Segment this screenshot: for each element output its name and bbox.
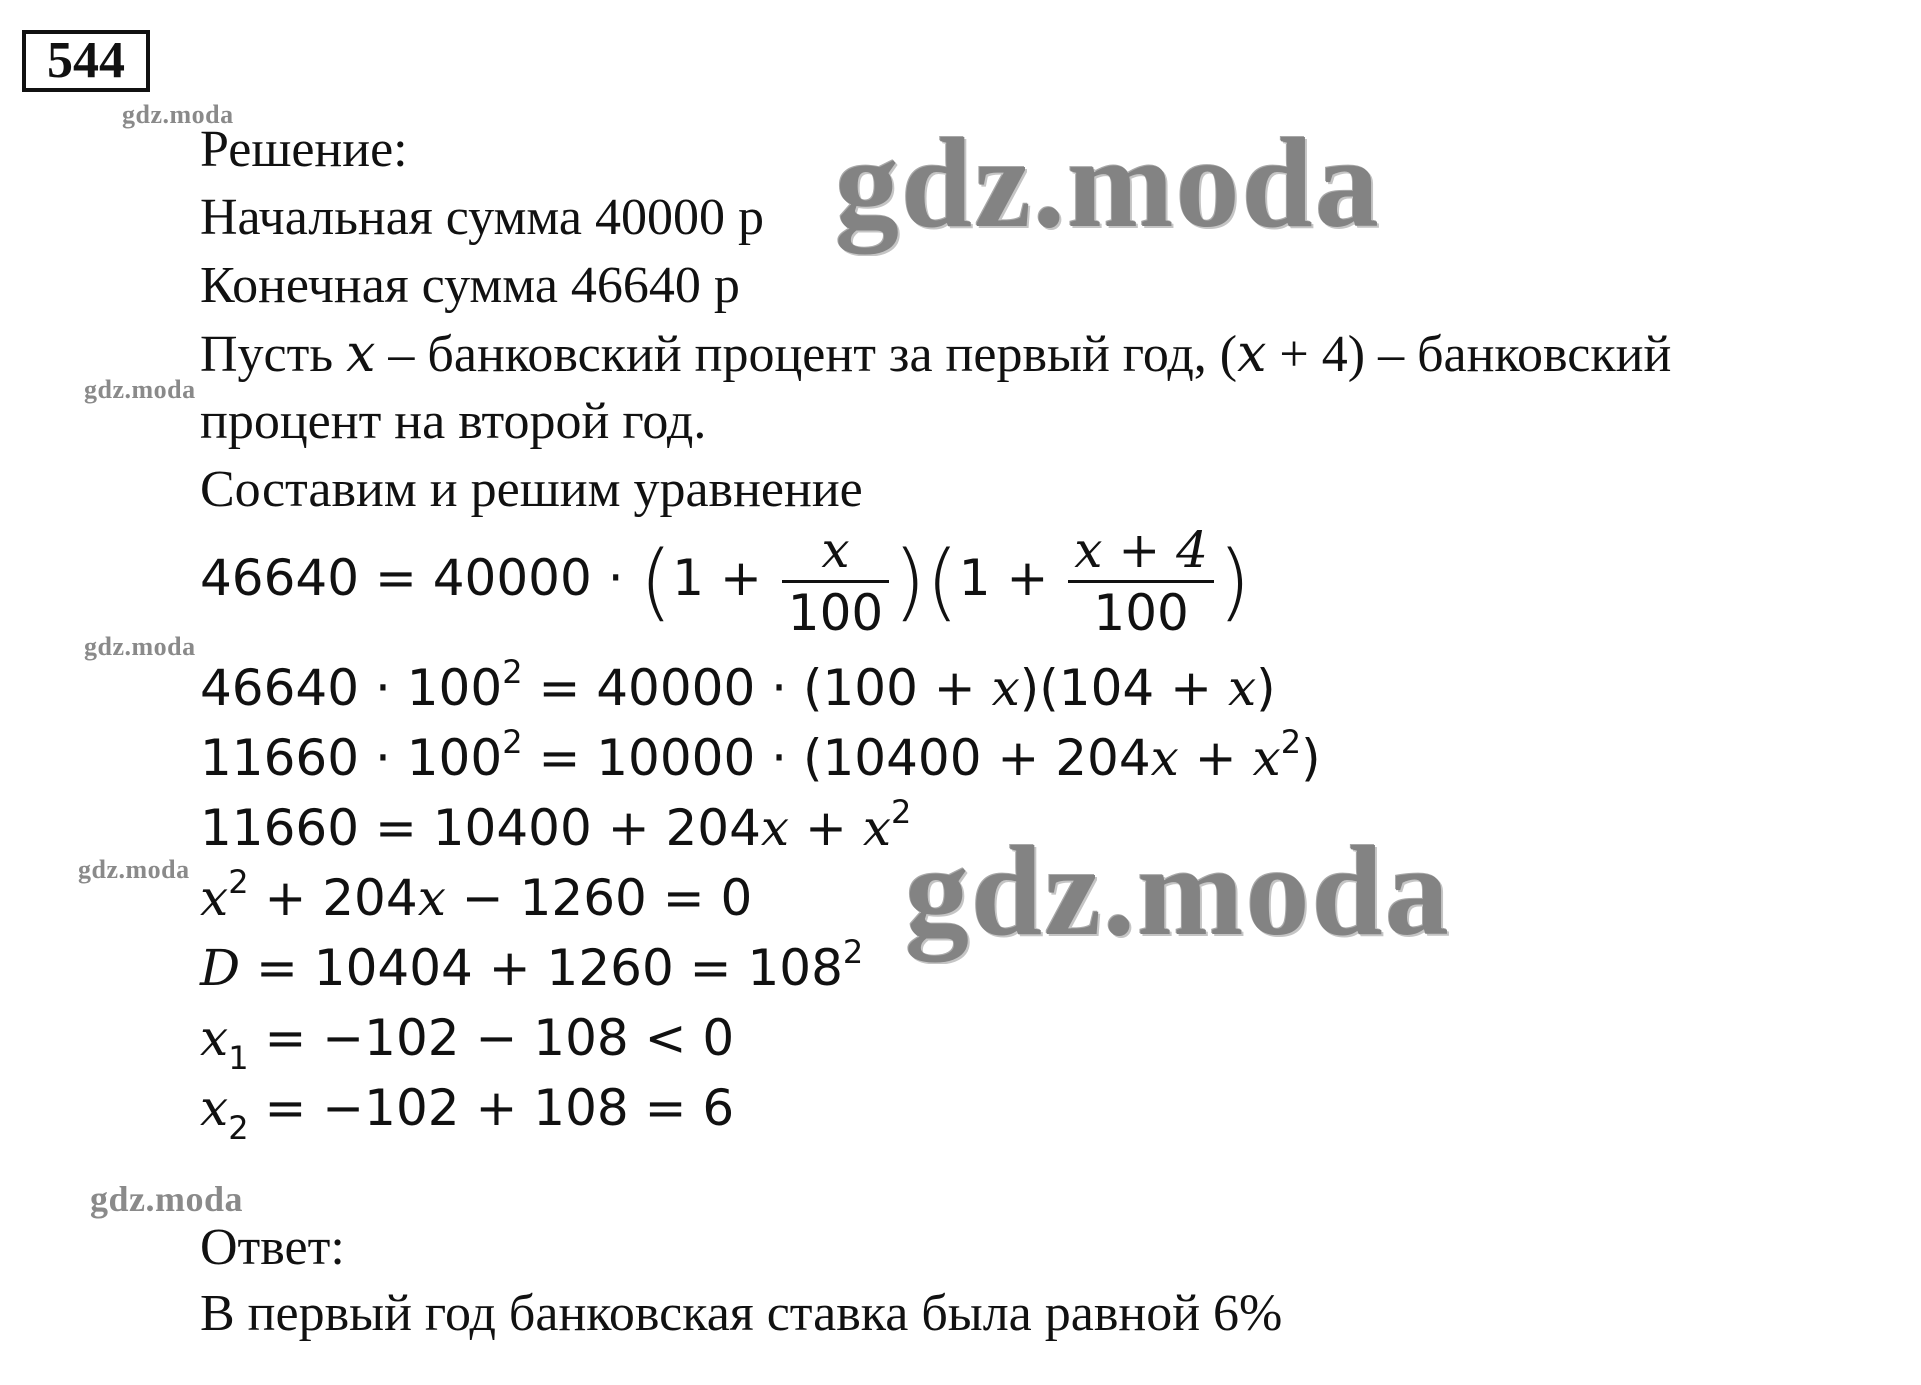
- eq-part: = −102 − 108 < 0: [248, 1009, 735, 1067]
- subscript: 2: [228, 1109, 249, 1147]
- eq1-one: 1 +: [958, 549, 1065, 607]
- var-d: D: [200, 939, 241, 997]
- root-2: [200, 1078, 735, 1147]
- fraction-numerator: x: [821, 521, 850, 579]
- fraction-numerator-text: x + 4: [1074, 521, 1208, 579]
- equation-2: [200, 653, 1276, 718]
- exponent: 2: [228, 863, 249, 901]
- root-1: [200, 1008, 735, 1077]
- eq-part: +: [1178, 729, 1253, 787]
- compose-statement: Составим и решим уравнение: [200, 461, 863, 518]
- text: Пусть: [200, 326, 347, 383]
- initial-sum: Начальная сумма 40000 р: [200, 189, 764, 246]
- watermark-big: gdz.moda: [905, 820, 1451, 962]
- var-x: x: [1237, 324, 1267, 384]
- paren-close: ): [1217, 532, 1251, 631]
- answer-heading: Ответ:: [200, 1219, 345, 1276]
- watermark-small: gdz.moda: [84, 632, 196, 661]
- eq1-left: 46640 = 40000 ·: [200, 549, 640, 607]
- equation-3: [200, 723, 1321, 788]
- exponent: 2: [502, 723, 523, 761]
- exponent: 2: [891, 793, 912, 831]
- fraction-numerator: [1068, 520, 1214, 580]
- fraction-denominator: 100: [782, 580, 889, 643]
- eq-part: = 40000 · (100 +: [522, 659, 992, 717]
- equation-4: [200, 793, 912, 858]
- exponent: 2: [1280, 723, 1302, 761]
- eq-part: = 10404 + 1260 = 108: [240, 939, 843, 997]
- eq-part: 46640 · 100: [200, 659, 503, 717]
- var-x: x: [1227, 659, 1257, 717]
- paren-open: (: [925, 532, 959, 631]
- var-x: x: [200, 869, 229, 927]
- eq-part: = −102 + 108 = 6: [248, 1079, 735, 1137]
- var-x: x: [991, 659, 1020, 717]
- var-x: x: [200, 1009, 229, 1067]
- eq-part: )(104 +: [1019, 659, 1228, 717]
- text: – банковский процент за первый год, (: [375, 326, 1238, 383]
- var-x: x: [760, 799, 790, 857]
- eq-part: − 1260 = 0: [445, 869, 753, 927]
- discriminant: [200, 933, 864, 998]
- eq-part: ): [1301, 729, 1321, 787]
- equation-5: [200, 863, 753, 928]
- var-x: x: [346, 324, 376, 384]
- exponent: 2: [842, 933, 864, 971]
- eq-part: ): [1256, 659, 1276, 717]
- watermark-small: gdz.moda: [78, 855, 190, 884]
- watermark-small: gdz.moda: [122, 100, 234, 129]
- fraction: [782, 520, 889, 643]
- eq-part: 11660 · 100: [200, 729, 503, 787]
- text: + 4) – банковский: [1266, 326, 1672, 383]
- answer-text: В первый год банковская ставка была равной 6%: [200, 1285, 1283, 1342]
- watermark-small: gdz.moda: [84, 375, 196, 404]
- eq-part: = 10000 · (10400 + 204: [522, 729, 1151, 787]
- watermark-small: gdz.moda: [90, 1179, 244, 1219]
- watermark-big: gdz.moda: [835, 112, 1381, 254]
- exponent: 2: [502, 653, 523, 691]
- let-statement-line2: процент на второй год.: [200, 393, 707, 450]
- eq-part: +: [789, 799, 863, 857]
- var-x: x: [417, 869, 446, 927]
- var-x: x: [862, 799, 892, 857]
- subscript: 1: [228, 1039, 249, 1077]
- eq-part: + 204: [248, 869, 418, 927]
- eq-part: 11660 = 10400 + 204: [200, 799, 761, 857]
- equation-1: [200, 520, 1251, 643]
- problem-number: 544: [22, 30, 150, 92]
- eq1-one: 1 +: [672, 549, 778, 607]
- fraction: [1068, 520, 1214, 643]
- paren-open: (: [639, 532, 673, 631]
- var-x: x: [1150, 729, 1179, 787]
- paren-close: ): [893, 532, 926, 631]
- final-sum: Конечная сумма 46640 р: [200, 257, 740, 314]
- fraction-denominator: 100: [1068, 580, 1214, 643]
- solution-heading: Решение:: [200, 121, 408, 178]
- var-x: x: [200, 1079, 229, 1137]
- var-x: x: [1252, 729, 1281, 787]
- let-statement-line1: [200, 324, 1671, 385]
